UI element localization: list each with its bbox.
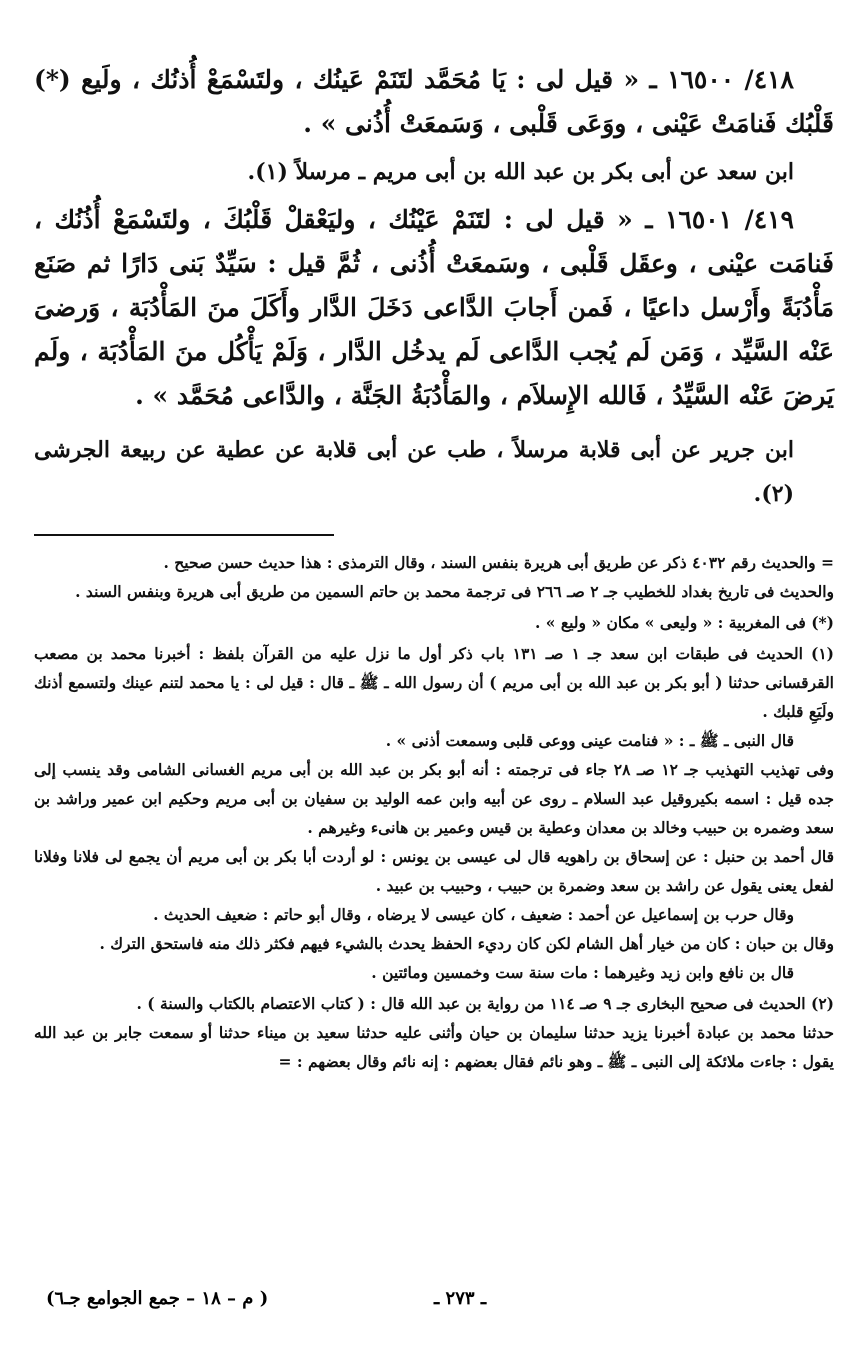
- signature-mark: ( م – ١٨ – جمع الجوامع جـ٦): [46, 1288, 269, 1309]
- hadith-419-source: ابن جرير عن أبى قلابة مرسلاً ، طب عن أبى قلابة عن عطية عن ربيعة الجرشى (٢).: [34, 437, 794, 507]
- page-footer: [34, 1288, 834, 1318]
- footnote-divider: [34, 534, 334, 536]
- footnote-1-harb: وقال حرب بن إسماعيل عن أحمد : ضعيف ، كان عيسى لا يرضاه ، وقال أبو حاتم : ضعيف الحديث .: [153, 905, 794, 924]
- footnote-1-prophet-saying: قال النبى ـ ﷺ ـ : « فنامت عينى ووعى قلبى وسمعت أذنى » .: [385, 731, 794, 750]
- footnote-1-intro: (١) الحديث فى طبقات ابن سعد جـ ١ صـ ١٣١ باب ذكر أول ما نزل عليه من القرآن بلفظ : أخبرنا محمد بن مصعب القرقسانى حدثنا ( أبو بكر بن عبد الله بن أبى مريم ) أن رسول الله ـ ﷺ ـ قال : قيل لى : يا محمد لتنم عينك ولتسمع أذنك ولَيَعِ قلبك .: [34, 644, 835, 721]
- book-page: [34, 58, 834, 1318]
- footnotes: [34, 548, 834, 1076]
- footnote-star: (*) فى المغربية : « وليعى » مكان « وليع » .: [534, 613, 834, 632]
- hadith-418: ٤١٨/ ١٦٥٠٠ ـ « قيل لى : يَا مُحَمَّد لتَنَمْ عَينُك ، ولتَسْمَعْ أُذنُك ، ولَيع (*) قَلْبُك فَنامَتْ عَيْنى ، ووَعَى قَلْبى ، وَسَمعَتْ أُذُنى » .: [34, 65, 834, 138]
- hadith-419: ٤١٩/ ١٦٥٠١ ـ « قيل لى : لتَنَمْ عَيْنُك ، وليَعْقلْ قَلْبُكَ ، ولتَسْمَعْ أُذُنُك ، فَنامَت عيْنى ، وعقَل قَلْبى ، وسَمعَتْ أُذُنى ، ثُمَّ قيل : سَيِّدٌ بَنى دَارًا ثم صَنَع مَأْدُبَةً وأَرْسل داعيًا ، فَمن أَجابَ الدَّاعى دَخَلَ الدَّار وأَكَلَ منَ المَأْدُبَة ، وَرضىَ عَنْه السَّيِّد ، وَمَن لَم يُجب الدَّاعى لَم يدخُل الدَّار ، وَلَمْ يَأْكُل منَ المَأْدُبَة ، ولَم يَرضَ عَنْه السَّيِّدُ ، فَالله الإِسلاَم ، والمَأْدُبَةُ الجَنَّة ، والدَّاعى مُحَمَّد » .: [34, 205, 834, 410]
- footnote-continued-line-1: = والحديث رقم ٤٠٣٢ ذكر عن طريق أبى هريرة بنفس السند ، وقال الترمذى : هذا حديث حسن صحيح .: [163, 553, 834, 572]
- page-number: ـ ٢٧٣ ـ: [434, 1288, 487, 1309]
- footnote-1-tahdhib: وفى تهذيب التهذيب جـ ١٢ صـ ٢٨ جاء فى ترجمته : أنه أبو بكر بن عبد الله بن أبى مريم الغسانى الشامى وقد ينسب إلى جده قيل : اسمه بكيروقيل عبد السلام ـ روى عن أبيه وابن عمه الوليد بن سفيان بن أبى مريم وحكيم ابن عمير وراشد بن سعد وضمره بن حبيب وخالد بن معدان وعطية بن قيس وعمير بن هانىء وغيرهم .: [34, 760, 835, 837]
- footnote-continued-line-2: والحديث فى تاريخ بغداد للخطيب جـ ٢ صـ ٢٦٦ فى ترجمة محمد بن حاتم السمين من طريق أبى هريرة وبنفس السند .: [75, 582, 834, 601]
- hadith-418-source: ابن سعد عن أبى بكر بن عبد الله بن أبى مريم ـ مرسلاً (١).: [247, 159, 794, 185]
- footnote-2-chain: حدثنا محمد بن عبادة أخبرنا يزيد حدثنا سليمان بن حيان وأثنى عليه حدثنا سعيد بن ميناء حدثنا أو سمعت جابر بن عبد الله يقول : جاءت ملائكة إلى النبى ـ ﷺ ـ وهو نائم فقال بعضهم : إنه نائم وقال بعضهم : =: [34, 1023, 834, 1071]
- footnote-1-death: قال بن نافع وابن زيد وغيرهما : مات سنة ست وخمسين ومائتين .: [371, 963, 794, 982]
- main-text: [34, 58, 834, 516]
- footnote-1-ahmad: قال أحمد بن حنبل : عن إسحاق بن راهويه قال لى عيسى بن يونس : لو أردت أبا بكر بن أبى مريم أن يجمع لى فلانا وفلانا لفعل يعنى يقول عن راشد بن سعد وضمرة بن حبيب ، وحبيب بن عبيد .: [34, 847, 834, 895]
- footnote-1-ibn-hibban: وقال بن حبان : كان من خيار أهل الشام لكن كان رديء الحفظ يحدث بالشيء فيهم فكثر ذلك منه فاستحق الترك .: [99, 934, 834, 953]
- footnote-2-intro: (٢) الحديث فى صحيح البخارى جـ ٩ صـ ١١٤ من رواية بن عبد الله قال : ( كتاب الاعتصام بالكتاب والسنة ) .: [136, 994, 834, 1013]
